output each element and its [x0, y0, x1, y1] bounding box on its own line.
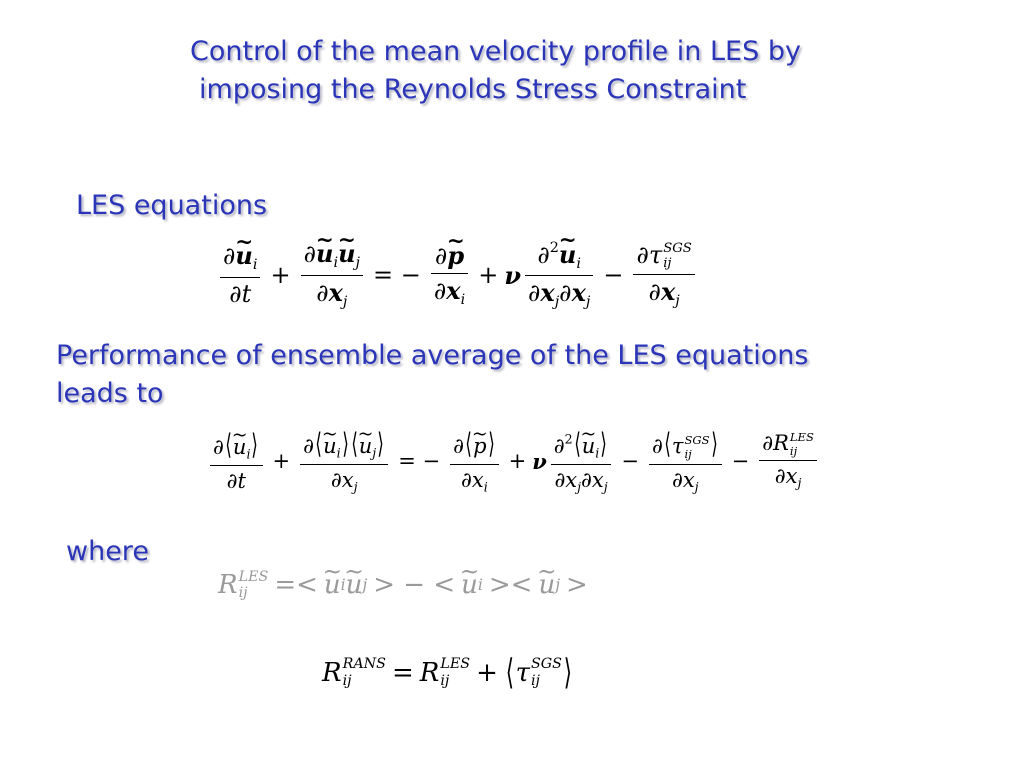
sgs-stress-term: ∂τ SGS ij $\partial x_j$	[633, 242, 694, 309]
averaged-convection-term: $\frac{\partial⟨\sim u_i⟩⟨\sim u_j⟩}{\partial x_j}$	[300, 428, 388, 495]
viscous-term: $\frac{\partial^2\sim u_i}{\partial x_j\partial x_j}$	[525, 240, 593, 311]
les-stress-definition: R LES ij =< ~ u i ~ u j > − < ~ u i >< ~ u j >	[218, 570, 594, 601]
les-momentum-equation: $\frac{\partial\sim u_i}{\partial t}$ + $\frac{\partial\sim u_i\sim u_j}{\partial x_j}$ = − $\frac{\partial\sim p}{\partial x_i}$ + ν $\frac{\partial^2\sim u_i}{\partial x_j\partial x_j}$ − ∂τ SGS ij $\partial x_j$	[216, 240, 699, 311]
averaged-time-derivative-term: $\frac{\partial⟨\sim u_i⟩}{\partial t}$	[210, 429, 263, 493]
slide-title-line-1: Control of the mean velocity profile in LES by	[190, 36, 801, 67]
les-reynolds-stress-term: ∂R LES ij $\partial x_j$	[759, 431, 817, 491]
rans-stress-decomposition: R RANS ij = R LES ij + ⟨ τ SGS ij ⟩	[322, 652, 572, 693]
averaged-pressure-term: $\frac{\partial⟨\sim p⟩}{\partial x_i}$	[450, 428, 498, 494]
where-label: where	[66, 536, 149, 567]
pressure-gradient-term: $\frac{\partial\sim p}{\partial x_i}$	[431, 242, 468, 309]
performance-text-line-1: Performance of ensemble average of the LES equations	[56, 340, 809, 371]
ensemble-averaged-equation: $\frac{\partial⟨\sim u_i⟩}{\partial t}$ + $\frac{\partial⟨\sim u_i⟩⟨\sim u_j⟩}{\partial x_j}$ = − $\frac{\partial⟨\sim p⟩}{\partial x_i}$ + ν $\frac{\partial^2⟨\sim u_i⟩}{\partial x_j\partial x_j}$ − ∂⟨τ SGS ij ⟩ $\partial x_j$ − ∂R LES ij $\partial x_j$	[206, 428, 821, 495]
averaged-sgs-term: ∂⟨τ SGS ij ⟩ $\partial x_j$	[649, 428, 722, 494]
time-derivative-term: $\frac{\partial\sim u_i}{\partial t}$	[220, 242, 260, 308]
les-equations-heading: LES equations	[76, 190, 268, 221]
convection-term: $\frac{\partial\sim u_i\sim u_j}{\partial x_j}$	[301, 240, 363, 310]
slide-title-line-2: imposing the Reynolds Stress Constraint	[199, 74, 747, 105]
averaged-viscous-term: $\frac{\partial^2⟨\sim u_i⟩}{\partial x_j\partial x_j}$	[551, 428, 612, 495]
performance-text-line-2: leads to	[56, 378, 164, 409]
